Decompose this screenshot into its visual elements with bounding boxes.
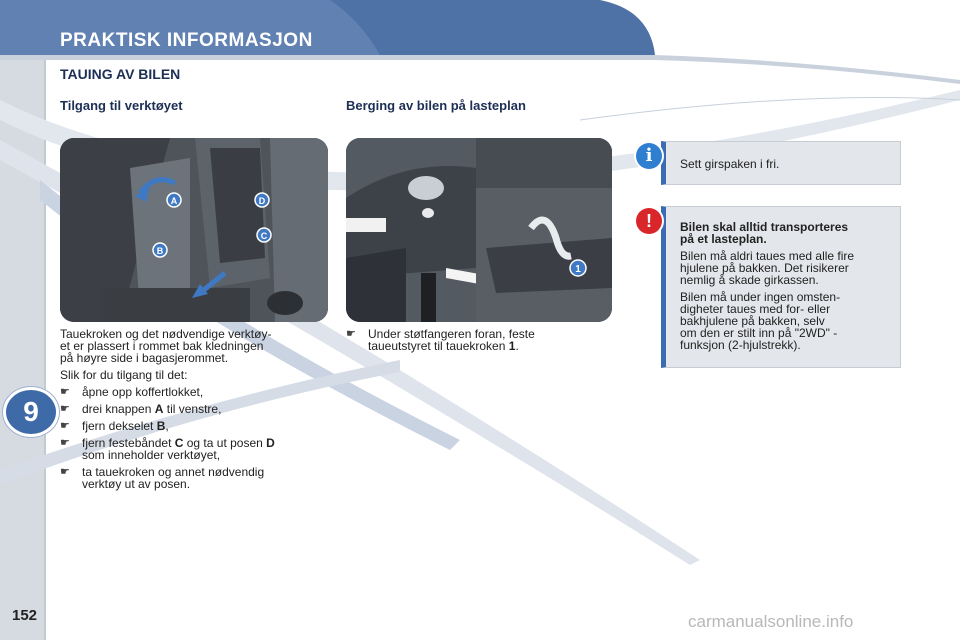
page-number: 152 xyxy=(12,607,38,624)
warning-box xyxy=(661,206,901,368)
photo-label-b: B xyxy=(156,246,164,256)
info-box xyxy=(661,141,901,185)
warning-paragraph-1: Bilen må aldri taues med alle fire hjulene på bakken. Det risikerer nemlig å skade girkassen. xyxy=(680,249,855,287)
photo-label-a: A xyxy=(170,196,178,206)
left-subtitle: Tilgang til verktøyet xyxy=(60,98,183,113)
warning-paragraph-2: Bilen må under ingen omsten- digheter taues med for- eller bakhjulene på bakken, selv om den er stilt inn på "2WD" - funksjon (2-hjulstrekk). xyxy=(680,290,841,352)
bullet-icon: ☛ xyxy=(60,437,70,449)
warning-heading: Bilen skal alltid transporteres på et lasteplan. xyxy=(680,220,849,246)
bullet-icon: ☛ xyxy=(60,466,70,478)
photo-label-1: 1 xyxy=(575,264,581,275)
list-item: ☛ fjern festebåndet C og ta ut posen D som inneholder verktøyet, xyxy=(60,436,275,462)
photo-label-d: D xyxy=(258,196,266,206)
info-icon: i xyxy=(636,143,662,169)
header-title: PRAKTISK INFORMASJON xyxy=(60,30,313,51)
photo-label-c: C xyxy=(260,231,268,241)
car-front-photo xyxy=(346,138,612,322)
bullet-icon: ☛ xyxy=(346,328,356,340)
left-text-block xyxy=(60,328,328,495)
chapter-badge: 9 xyxy=(6,390,56,434)
middle-subtitle: Berging av bilen på lasteplan xyxy=(346,98,526,113)
intro-paragraph: Tauekroken og det nødvendige verktøy- et er plassert i rommet bak kledningen på høyre side i bagasjerommet. xyxy=(60,327,272,365)
middle-text-block xyxy=(346,328,614,357)
warning-icon: ! xyxy=(636,208,662,234)
list-item: ☛ åpne opp koffertlokket, xyxy=(60,385,204,399)
watermark: carmanualsonline.info xyxy=(688,612,854,631)
bullet-icon: ☛ xyxy=(60,403,70,415)
section-title: TAUING AV BILEN xyxy=(60,66,181,82)
bullet-icon: ☛ xyxy=(60,386,70,398)
list-item: ☛ Under støtfangeren foran, feste taueutstyret til tauekroken 1. xyxy=(346,327,535,353)
steps-intro: Slik for du tilgang til det: xyxy=(60,368,188,382)
list-item: ☛ fjern dekselet B, xyxy=(60,419,169,433)
info-text: Sett girspaken i fri. xyxy=(680,157,780,171)
bullet-icon: ☛ xyxy=(60,420,70,432)
list-item: ☛ ta tauekroken og annet nødvendig verktøy ut av posen. xyxy=(60,465,265,491)
list-item: ☛ drei knappen A til venstre, xyxy=(60,402,222,416)
trunk-photo xyxy=(60,138,328,322)
